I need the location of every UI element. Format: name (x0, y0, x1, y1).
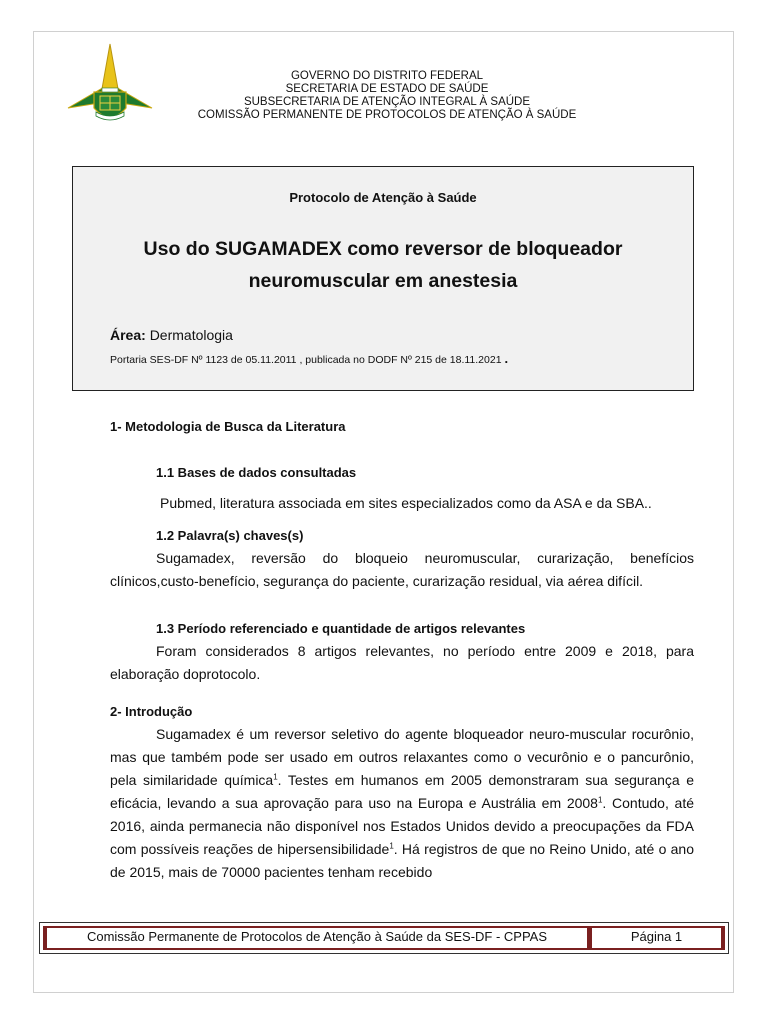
footnote-ref-3: 1 (389, 841, 394, 851)
header-line-3: SUBSECRETARIA DE ATENÇÃO INTEGRAL À SAÚDE (243, 96, 531, 108)
section-2-text-part-b: . Testes em humanos em 2005 demonstraram sua segurança e eficácia, levando a sua aprovação para uso na Europa e Austrália em 2008 (110, 772, 695, 811)
title-line-2: neuromuscular em anestesia (248, 270, 518, 292)
footer-band (43, 926, 725, 950)
document-title (93, 233, 673, 297)
portaria-end: . (504, 351, 509, 366)
section-1-2-title: 1.2 Palavra(s) chaves(s) (156, 528, 304, 543)
page-footer (39, 922, 729, 954)
title-line-1: Uso do SUGAMADEX como reversor de bloqueador (143, 238, 623, 260)
footer-commission: Comissão Permanente de Protocolos de Atenção à Saúde da SES-DF - CPPAS (47, 928, 587, 948)
area-value: Dermatologia (149, 327, 233, 343)
area-label: Área: (110, 327, 146, 343)
section-1-1-text: Pubmed, literatura associada em sites especializados como da ASA e da SBA.. (160, 495, 652, 511)
protocol-label: Protocolo de Atenção à Saúde (289, 190, 477, 205)
institution-header (150, 70, 624, 122)
footer-page-number: Página 1 (592, 928, 721, 948)
section-2-text-part-d: . Há registros de que no Reino Unido, até o ano de 2015, mais de 70000 pacientes tenham recebido (110, 841, 694, 880)
portaria-text: Portaria SES-DF Nº 1123 de 05.11.2011 , publicada no DODF Nº 215 de 18.11.2021 (110, 354, 502, 366)
footnote-ref-2: 1 (597, 795, 603, 805)
section-2-text-part-a: Sugamadex é um reversor seletivo do agente bloqueador neuro-muscular rocurônio, mas que também pode ser usado em outros relaxantes como o vecurônio e o pancurônio, pela similaridade química (110, 726, 694, 788)
section-1-3-title: 1.3 Período referenciado e quantidade de artigos relevantes (156, 621, 526, 636)
portaria-line (110, 351, 508, 366)
document-body (110, 415, 694, 884)
section-1-title: 1- Metodologia de Busca da Literatura (110, 419, 346, 434)
section-2-title: 2- Introdução (110, 704, 193, 719)
title-box (72, 166, 694, 391)
header-line-1: GOVERNO DO DISTRITO FEDERAL (290, 70, 484, 82)
section-1-2-text: Sugamadex, reversão do bloqueio neuromuscular, curarização, benefícios clínicos,custo-benefício, segurança do paciente, curarização residual, via aérea difícil. (110, 550, 694, 589)
area-line (110, 327, 233, 343)
gdf-emblem-logo (66, 42, 154, 130)
section-1-3-text: Foram considerados 8 artigos relevantes, no período entre 2009 e 2018, para elaboração doprotocolo. (110, 643, 694, 682)
header-line-4: COMISSÃO PERMANENTE DE PROTOCOLOS DE ATENÇÃO À SAÚDE (197, 109, 577, 121)
section-2-text (110, 723, 694, 884)
footnote-ref-1: 1 (273, 772, 278, 782)
section-1-1-title: 1.1 Bases de dados consultadas (156, 465, 357, 480)
section-2-text-part-c: . Contudo, até 2016, ainda permanecia não disponível nos Estados Unidos devido a preocupações da FDA com possíveis reações de hipersensibilidade (110, 795, 695, 857)
header-line-2: SECRETARIA DE ESTADO DE SAÚDE (285, 83, 489, 95)
